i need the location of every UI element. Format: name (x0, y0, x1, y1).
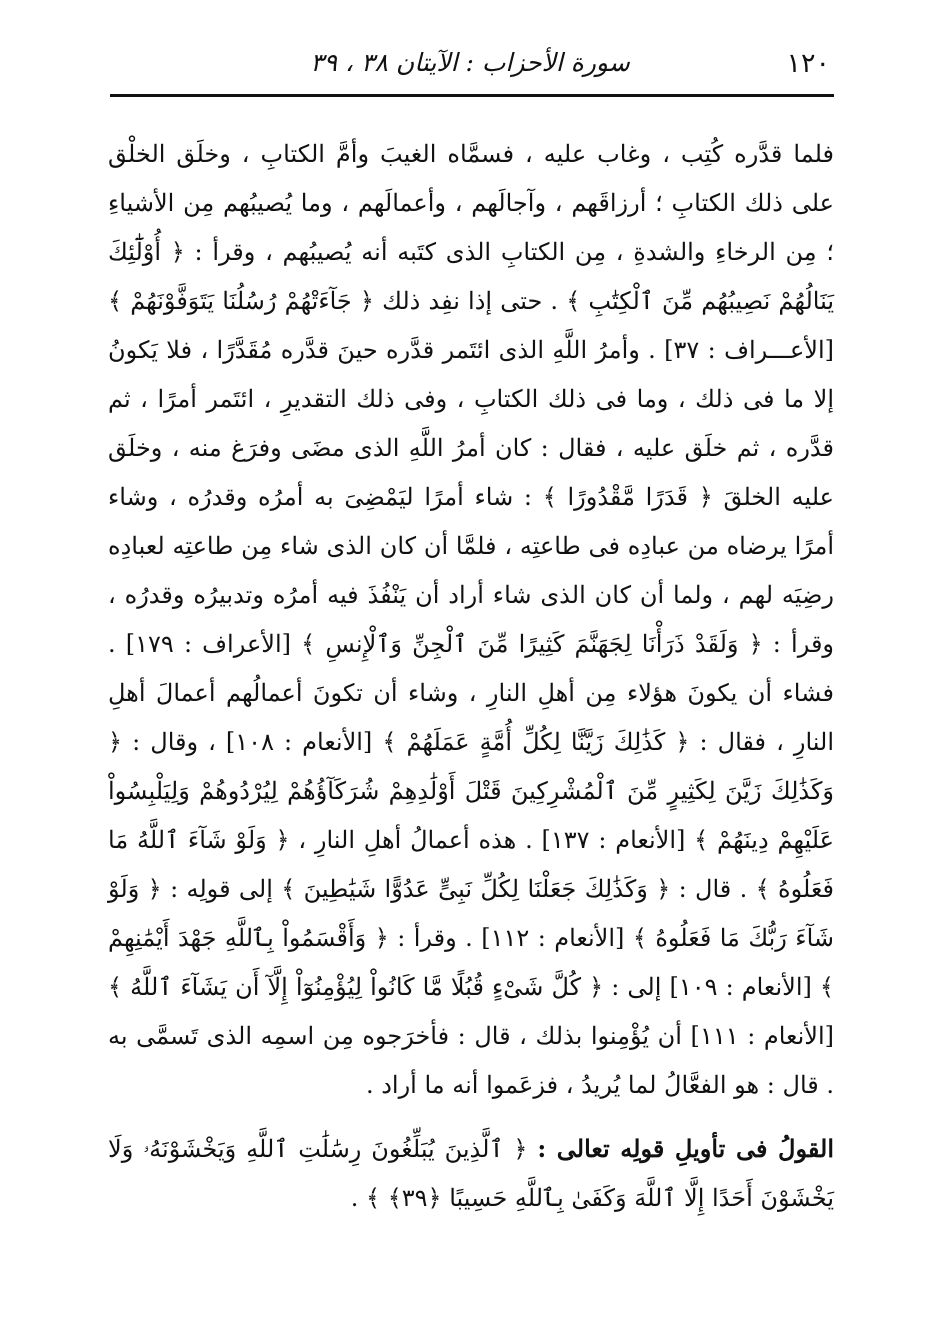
header-rule (110, 94, 834, 97)
verse-text: ﴿ ٱلَّذِينَ يُبَلِّغُونَ رِسَٰلَٰتِ ٱللَّهِ وَيَخْشَوْنَهُۥ وَلَا يَخْشَوْنَ أَحَدًا إِلَّا ٱللَّهَ وَكَفَىٰ بِٱللَّهِ حَسِيبًا ﴿٣٩﴾ ﴾ . (108, 1135, 834, 1212)
body-text (108, 130, 834, 1223)
page-number: ١٢٠ (786, 48, 830, 79)
running-title: سورة الأحزاب : الآيتان ٣٨ ، ٣٩ (310, 48, 630, 77)
verse-heading-paragraph (108, 1124, 834, 1223)
section-heading: القولُ فى تأويلِ قولِه تعالى : (537, 1134, 834, 1163)
commentary-paragraph: فلما قدَّره كُتِب ، وغاب عليه ، فسمَّاه الغيبَ وأمَّ الكتابِ ، وخلَق الخلْق على ذلك الكتابِ ؛ أرزاقَهم ، وآجالَهم ، وأعمالَهم ، وما يُصيبُهم مِن الأشياءِ ؛ مِن الرخاءِ والشدةِ ، مِن الكتابِ الذى كتَبه أنه يُصيبُهم ، وقرأ : ﴿ أُوْلَٰٓئِكَ يَنَالُهُمْ نَصِيبُهُم مِّنَ ٱلْكِتَٰبِ ﴾ . حتى إذا نفِد ذلك ﴿ جَآءَتْهُمْ رُسُلُنَا يَتَوَفَّوْنَهُمْ ﴾ [الأعـــراف : ٣٧] . وأمرُ اللَّهِ الذى ائتَمر قدَّره حينَ قدَّره مُقَدَّرًا ، فلا يَكونُ إلا ما فى ذلك ، وما فى ذلك الكتابِ ، وفى ذلك التقديرِ ، ائتَمر أمرًا ، ثم قدَّره ، ثم خلَق عليه ، فقال : كان أمرُ اللَّهِ الذى مضَى وفرَغ منه ، وخلَق عليه الخلقَ ﴿ قَدَرًا مَّقْدُورًا ﴾ : شاء أمرًا ليَمْضِىَ به أمرُه وقدرُه ، وشاء أمرًا يرضاه من عبادِه فى طاعتِه ، فلمَّا أن كان الذى شاء مِن طاعتِه لعبادِه رضِيَه لهم ، ولما أن كان الذى شاء أراد أن يَنْفُذَ فيه أمرُه وتدبيرُه وقدرُه ، وقرأ : ﴿ وَلَقَدْ ذَرَأْنَا لِجَهَنَّمَ كَثِيرًا مِّنَ ٱلْجِنِّ وَٱلْإِنسِ ﴾ [الأعراف : ١٧٩] . فشاء أن يكونَ هؤلاء مِن أهلِ النارِ ، وشاء أن تكونَ أعمالُهم أعمالَ أهلِ النارِ ، فقال : ﴿ كَذَٰلِكَ زَيَّنَّا لِكُلِّ أُمَّةٍ عَمَلَهُمْ ﴾ [الأنعام : ١٠٨] ، وقال : ﴿ وَكَذَٰلِكَ زَيَّنَ لِكَثِيرٍ مِّنَ ٱلْمُشْرِكِينَ قَتْلَ أَوْلَٰدِهِمْ شُرَكَآؤُهُمْ لِيُرْدُوهُمْ وَلِيَلْبِسُواْ عَلَيْهِمْ دِينَهُمْ ﴾ [الأنعام : ١٣٧] . هذه أعمالُ أهلِ النارِ ، ﴿ وَلَوْ شَآءَ ٱللَّهُ مَا فَعَلُوهُ ﴾ . قال : ﴿ وَكَذَٰلِكَ جَعَلْنَا لِكُلِّ نَبِىٍّ عَدُوًّا شَيَٰطِينَ ﴾ إلى قولِه : ﴿ وَلَوْ شَآءَ رَبُّكَ مَا فَعَلُوهُ ﴾ [الأنعام : ١١٢] . وقرأ : ﴿ وَأَقْسَمُواْ بِٱللَّهِ جَهْدَ أَيْمَٰنِهِمْ ﴾ [الأنعام : ١٠٩] إلى : ﴿ كُلَّ شَىْءٍ قُبُلًا مَّا كَانُواْ لِيُؤْمِنُوٓاْ إِلَّآ أَن يَشَآءَ ٱللَّهُ ﴾ [الأنعام : ١١١] أن يُؤْمِنوا بذلك ، قال : فأخرَجوه مِن اسمِه الذى تَسمَّى به . قال : هو الفعَّالُ لما يُريدُ ، فزعَموا أنه ما أراد . (108, 140, 835, 1099)
page-header (110, 44, 830, 84)
